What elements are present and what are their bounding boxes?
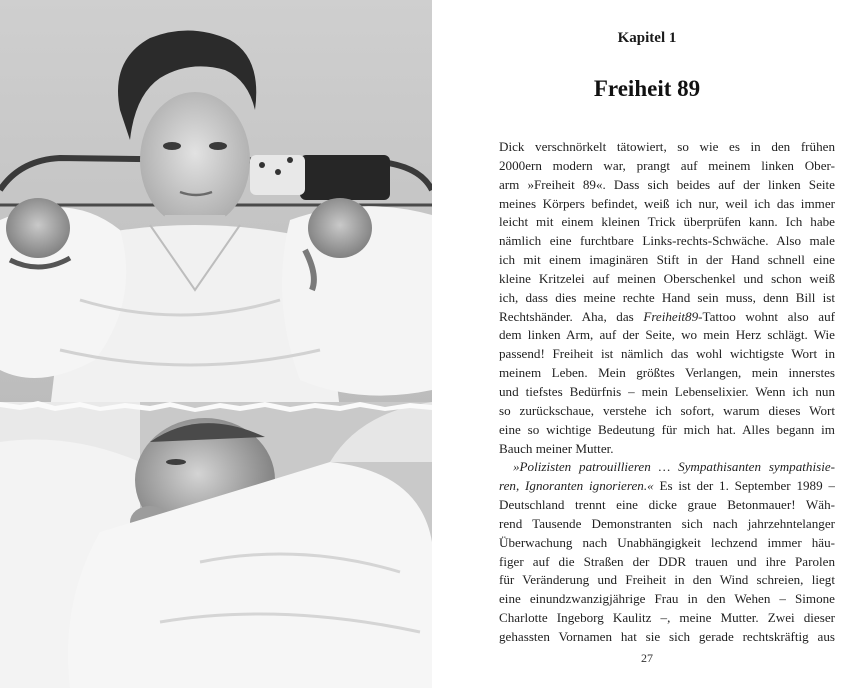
chapter-body-text	[499, 138, 835, 647]
text-run: eine so wichtige Bedeutung für mich hat. Alles begann im	[499, 421, 835, 437]
text-line	[499, 345, 835, 364]
text-line	[499, 176, 835, 195]
text-line	[499, 326, 835, 345]
text-run: Dick verschnörkelt tätowiert, so wie es in den frühen	[499, 139, 835, 154]
text-line	[499, 232, 835, 251]
text-run: Deutschland trennt eine dicke graue Betonmauer! Wäh-	[499, 497, 835, 513]
text-run: kleine Kritzelei auf meinen Oberschenkel und schon weiß	[499, 270, 835, 286]
text-run: Rechtshänder. Aha, das	[499, 308, 644, 324]
text-line	[499, 609, 835, 628]
text-line	[499, 213, 835, 232]
text-line	[499, 270, 835, 289]
text-run: arm »Freiheit 89«. Dass sich beides auf der linken Seite	[499, 176, 835, 192]
text-run: und tiefstes Bedürfnis – mein Lebenselixier. Wenn ich nun	[499, 383, 835, 399]
text-line	[499, 534, 835, 553]
text-line	[499, 383, 835, 402]
text-line	[499, 628, 835, 647]
text-run: 2000ern modern war, prangt auf meinem linken Ober-	[499, 157, 835, 173]
text-line	[499, 553, 835, 572]
photo-top-illustration	[0, 0, 432, 410]
text-run: für Veränderung und Freiheit in den Wind schreien, liegt	[499, 572, 835, 588]
photo-mother-with-twins	[0, 0, 432, 410]
text-run: eine einundzwanzigjährige Frau in den Wehen – Simone	[499, 591, 835, 607]
text-line	[499, 477, 835, 496]
text-run: Bauch meiner Mutter.	[499, 440, 614, 456]
text-line	[499, 590, 835, 609]
text-line	[499, 308, 835, 327]
text-run: gehassten Vornamen hat sie sich gerade rechtskräftig aus	[499, 628, 835, 644]
text-line	[499, 251, 835, 270]
text-run: ich, dass dies meine rechte Hand sein muss, denn Bill ist	[499, 289, 835, 305]
text-run: meines Körpers befindet, weiß ich nur, weil ich das immer	[499, 195, 835, 211]
text-line	[499, 515, 835, 534]
text-line	[499, 195, 835, 214]
text-line	[499, 289, 835, 308]
text-run: Es ist der 1. September 1989 –	[653, 478, 835, 494]
text-line	[499, 571, 835, 590]
italic-text-run: ren, Ignoranten ignorieren.«	[499, 478, 654, 494]
torn-edge	[0, 396, 432, 414]
text-run: meinem Leben. Mein größtes Verlangen, mein innerstes	[499, 365, 835, 381]
text-line	[499, 421, 835, 440]
text-run: passend! Freiheit ist nämlich das wohl wichtigste Wort in	[499, 346, 835, 362]
text-run: so zurückschaue, verstehe ich sofort, warum dieses Wort	[499, 402, 835, 418]
text-page	[432, 0, 862, 688]
chapter-label: Kapitel 1	[617, 30, 677, 46]
photo-newborn-closeup	[0, 402, 432, 688]
chapter-title: Freiheit 89	[593, 76, 701, 101]
text-line	[499, 138, 835, 157]
text-run: dem linken Arm, auf der Seite, wo mein Herz schlägt. Wie	[499, 327, 835, 343]
text-run: nämlich eine furchtbare Links-rechts-Schwäche. Also male	[499, 233, 835, 249]
text-run: Überwachung nach Unabhängigkeit lechzend immer häu-	[499, 534, 835, 550]
photo-bottom-illustration	[0, 402, 432, 688]
text-run: leicht mit einem kleinen Trick überprüfen kann. Ich habe	[499, 214, 835, 230]
text-line	[499, 157, 835, 176]
text-line	[499, 440, 835, 459]
page-number: 27	[641, 651, 653, 665]
text-run: -Tattoo wohnt also auf	[698, 308, 835, 324]
italic-text-run: Freiheit89	[643, 308, 699, 324]
text-run: rend Tausende Demonstranten sich nach jahrzehntelanger	[499, 515, 835, 531]
text-line	[499, 364, 835, 383]
text-line	[499, 458, 835, 477]
text-line	[499, 402, 835, 421]
text-line	[499, 496, 835, 515]
italic-text-run: »Polizisten patrouillieren … Sympathisanten sympathisie-	[513, 459, 835, 475]
text-run: ich mit einem imaginären Stift in der Hand schnell eine	[499, 252, 835, 268]
text-run: figer auf die Straßen der DDR trauen und ihre Parolen	[499, 553, 835, 569]
text-run: Charlotte Ingeborg Kaulitz –, meine Mutter. Zwei dieser	[499, 610, 835, 626]
